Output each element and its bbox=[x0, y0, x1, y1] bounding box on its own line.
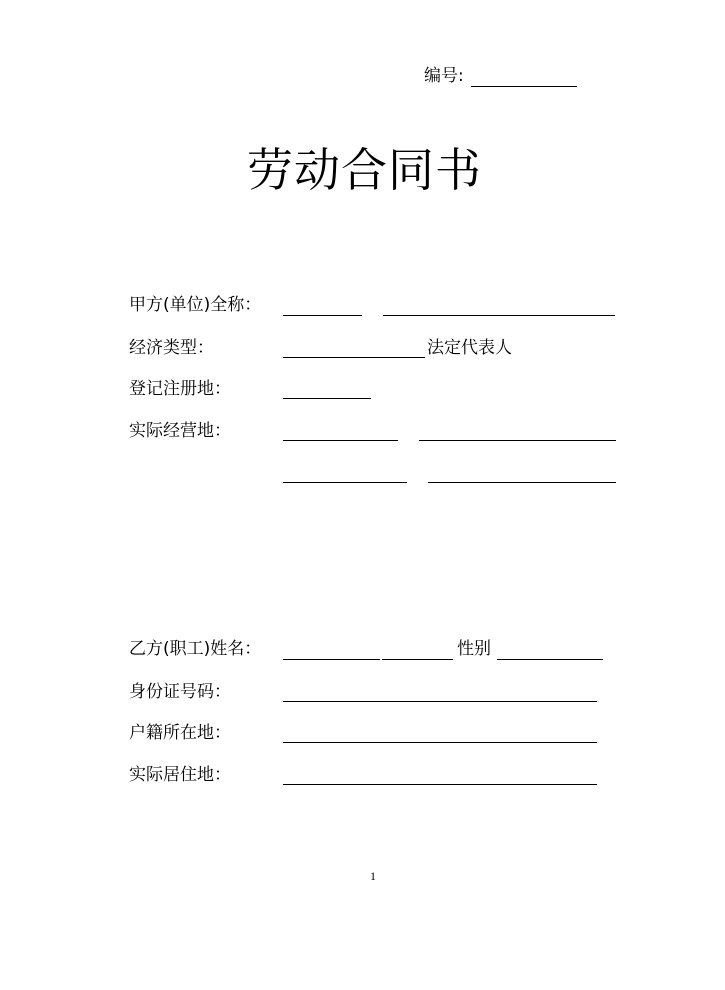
serial-number-label: 编号: bbox=[424, 66, 464, 86]
party-a-name-line-2 bbox=[383, 315, 615, 316]
gender-label: 性别 bbox=[457, 639, 491, 659]
legal-representative-label: 法定代表人 bbox=[427, 338, 512, 358]
serial-number-line bbox=[471, 86, 577, 87]
party-b-name-label: 乙方(职工)姓名： bbox=[129, 639, 262, 659]
registered-address-label: 登记注册地： bbox=[129, 379, 231, 399]
residence-address-label: 实际居住地： bbox=[129, 765, 231, 785]
party-b-name-line-2 bbox=[382, 659, 453, 660]
household-registration-label: 户籍所在地： bbox=[129, 723, 231, 743]
business-address-line-4 bbox=[428, 482, 616, 483]
contract-title: 劳动合同书 bbox=[247, 143, 482, 197]
economic-type-label: 经济类型： bbox=[129, 338, 214, 358]
party-a-name-label: 甲方(单位)全称： bbox=[129, 295, 262, 315]
page-number: 1 bbox=[370, 869, 376, 883]
gender-line bbox=[497, 659, 603, 660]
business-address-line-2 bbox=[419, 440, 616, 441]
id-number-line bbox=[283, 701, 597, 702]
id-number-label: 身份证号码： bbox=[129, 682, 231, 702]
registered-address-line bbox=[283, 398, 371, 399]
party-b-name-line-1 bbox=[283, 659, 380, 660]
party-a-name-line-1 bbox=[283, 315, 362, 316]
business-address-label: 实际经营地： bbox=[129, 421, 231, 441]
residence-address-line bbox=[283, 784, 597, 785]
business-address-line-3 bbox=[283, 482, 407, 483]
household-registration-line bbox=[283, 742, 597, 743]
economic-type-line bbox=[283, 357, 425, 358]
business-address-line-1 bbox=[283, 440, 398, 441]
